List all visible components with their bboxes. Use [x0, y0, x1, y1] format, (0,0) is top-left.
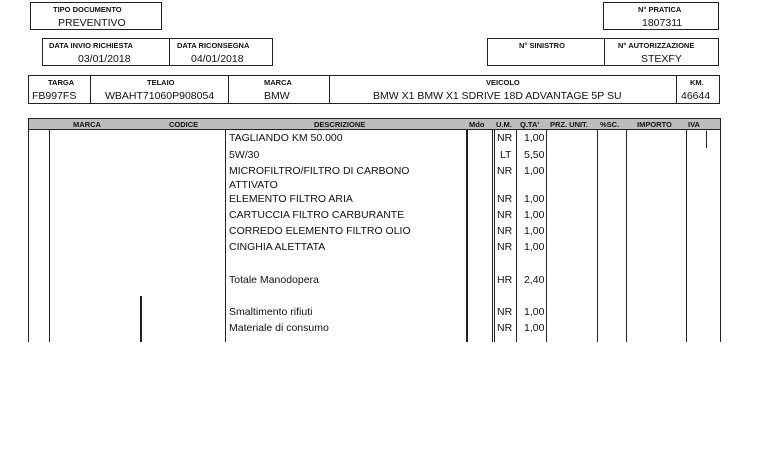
- data-riconsegna-value: 04/01/2018: [191, 53, 244, 65]
- row-qta: 1,00: [524, 193, 545, 205]
- row-descrizione-cont: ATTIVATO: [229, 179, 278, 191]
- data-invio-label: DATA INVIO RICHIESTA: [49, 41, 133, 50]
- row-um: LT: [500, 149, 512, 161]
- col-um: U.M.: [496, 120, 512, 129]
- row-um: NR: [497, 225, 513, 237]
- marca-label: MARCA: [264, 78, 292, 87]
- autorizzazione-box: [604, 38, 719, 66]
- col-descrizione: DESCRIZIONE: [314, 120, 366, 129]
- row-qta: 1,00: [524, 225, 545, 237]
- data-invio-box: [42, 38, 170, 66]
- pratica-box: [603, 2, 719, 30]
- row-um: NR: [497, 306, 513, 318]
- data-riconsegna-box: [169, 38, 273, 66]
- row-qta: 1,00: [524, 132, 545, 144]
- row-qta: 1,00: [524, 322, 545, 334]
- telaio-label: TELAIO: [147, 78, 175, 87]
- col-mdo: Mdo: [469, 120, 485, 129]
- sinistro-label: N° SINISTRO: [519, 41, 565, 50]
- row-qta: 1,00: [524, 209, 545, 221]
- row-um: NR: [497, 241, 513, 253]
- marca-value: BMW: [264, 90, 290, 102]
- col-sconto: %SC.: [600, 120, 620, 129]
- row-qta: 5,50: [524, 149, 545, 161]
- row-descrizione: 5W/30: [229, 149, 260, 161]
- col-codice: CODICE: [169, 120, 199, 129]
- row-descrizione: Totale Manodopera: [229, 274, 319, 286]
- km-value: 46644: [681, 90, 711, 102]
- row-descrizione: ELEMENTO FILTRO ARIA: [229, 193, 353, 205]
- row-descrizione: CARTUCCIA FILTRO CARBURANTE: [229, 209, 405, 221]
- row-um: NR: [497, 193, 513, 205]
- sinistro-box: [487, 38, 605, 66]
- row-um: NR: [497, 322, 513, 334]
- row-qta: 2,40: [524, 274, 545, 286]
- col-prz-unit: PRZ. UNIT.: [550, 120, 588, 129]
- pratica-value: 1807311: [642, 17, 683, 29]
- tipo-documento-label: TIPO DOCUMENTO: [53, 5, 122, 14]
- row-descrizione: TAGLIANDO KM 50.000: [229, 132, 343, 144]
- km-label: KM.: [690, 78, 704, 87]
- row-um: NR: [497, 165, 513, 177]
- col-iva: IVA: [688, 120, 700, 129]
- row-descrizione: CORREDO ELEMENTO FILTRO OLIO: [229, 225, 411, 237]
- row-um: HR: [497, 274, 513, 286]
- row-qta: 1,00: [524, 306, 545, 318]
- row-descrizione: Smaltimento rifiuti: [229, 306, 313, 318]
- data-riconsegna-label: DATA RICONSEGNA: [177, 41, 250, 50]
- autorizzazione-value: STEXFY: [641, 53, 682, 65]
- tipo-documento-value: PREVENTIVO: [58, 17, 126, 29]
- targa-label: TARGA: [48, 78, 75, 87]
- row-um: NR: [497, 132, 513, 144]
- veicolo-value: BMW X1 BMW X1 SDRIVE 18D ADVANTAGE 5P SU: [373, 90, 622, 102]
- row-descrizione: Materiale di consumo: [229, 322, 329, 334]
- data-invio-value: 03/01/2018: [78, 53, 131, 65]
- row-um: NR: [497, 209, 513, 221]
- col-marca: MARCA: [73, 120, 101, 129]
- row-qta: 1,00: [524, 165, 545, 177]
- row-qta: 1,00: [524, 241, 545, 253]
- col-importo: IMPORTO: [637, 120, 672, 129]
- veicolo-label: VEICOLO: [486, 78, 520, 87]
- row-descrizione: CINGHIA ALETTATA: [229, 241, 326, 253]
- tipo-documento-box: [30, 2, 162, 30]
- table-header: [28, 118, 721, 130]
- vehicle-box: [28, 75, 720, 104]
- autorizzazione-label: N° AUTORIZZAZIONE: [618, 41, 695, 50]
- telaio-value: WBAHT71060P908054: [105, 90, 215, 102]
- row-descrizione: MICROFILTRO/FILTRO DI CARBONO: [229, 165, 410, 177]
- targa-value: FB997FS: [32, 90, 77, 102]
- pratica-label: N° PRATICA: [638, 5, 682, 14]
- col-qta: Q.TA': [520, 120, 540, 129]
